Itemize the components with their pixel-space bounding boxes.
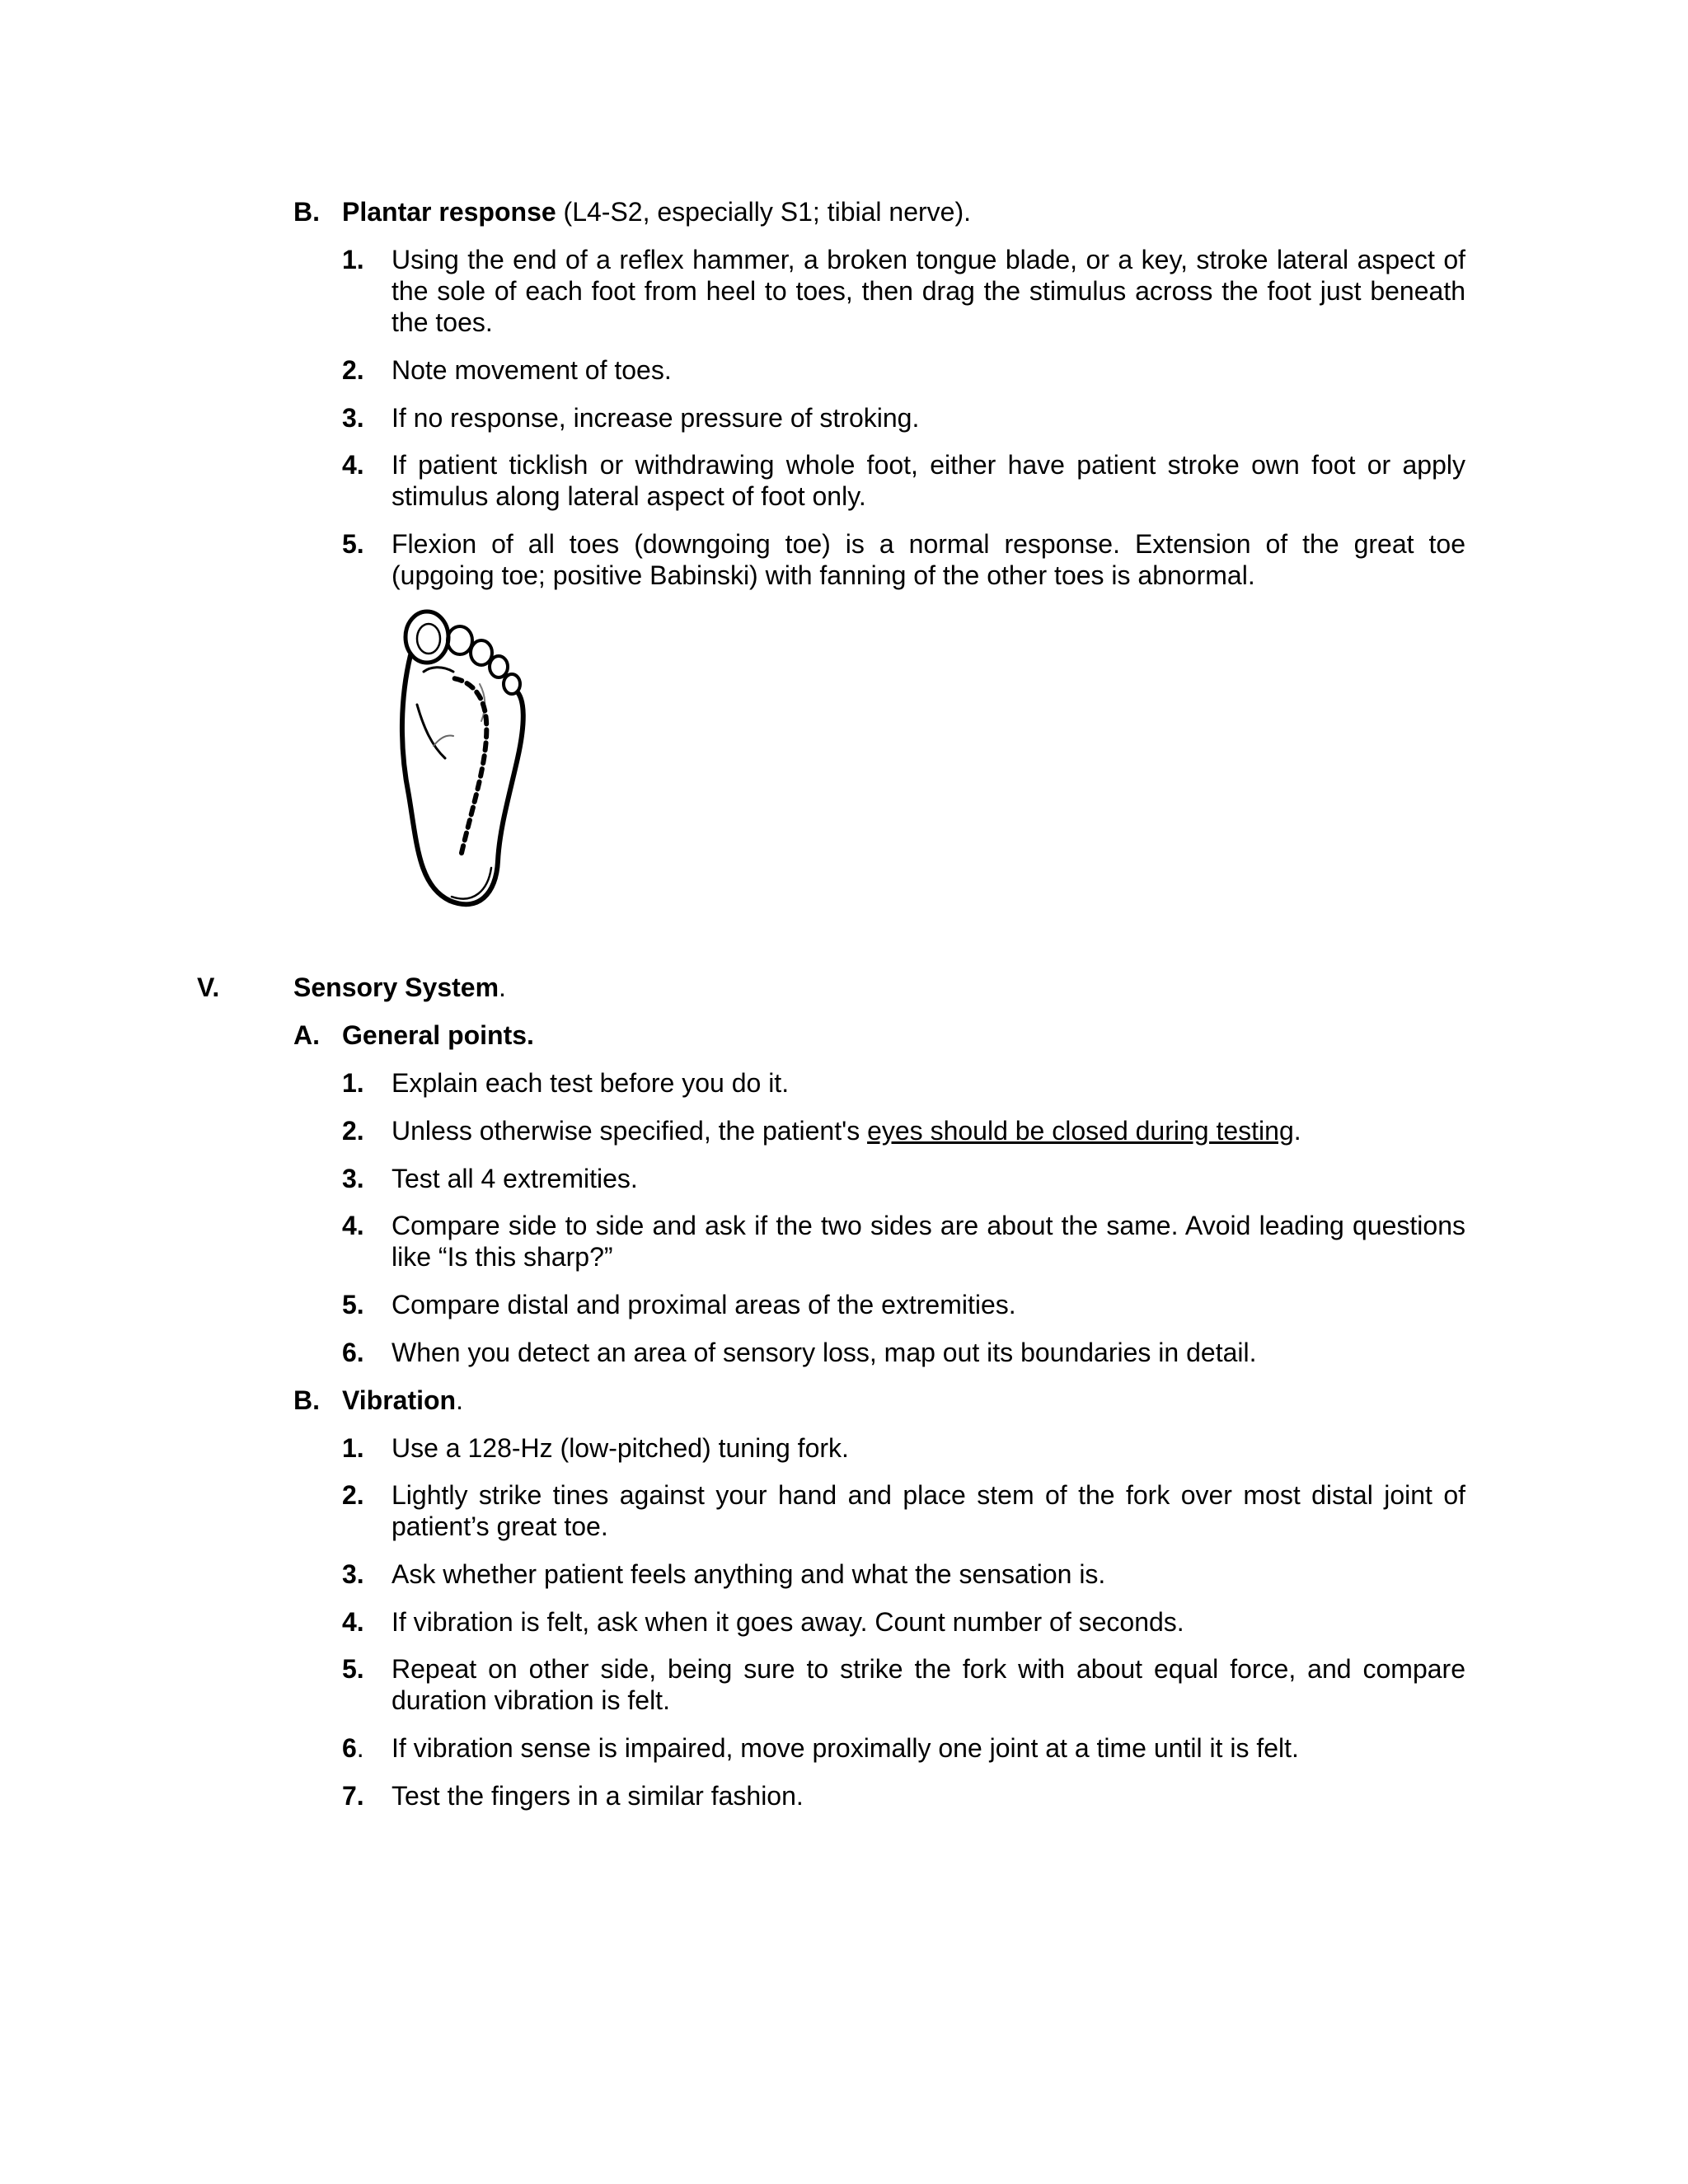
list-item-text: Explain each test before you do it. bbox=[392, 1068, 790, 1098]
list-item-number: 5. bbox=[342, 1654, 364, 1684]
vibration-title: Vibration bbox=[342, 1385, 457, 1415]
list-item-text: Lightly strike tines against your hand and place stem of the fork over most distal joint of patient’s great toe. bbox=[392, 1480, 1465, 1541]
list-item-number: 4. bbox=[342, 450, 364, 480]
section-b2-label: B. bbox=[293, 1385, 320, 1415]
list-item-text: Use a 128-Hz (low-pitched) tuning fork. bbox=[392, 1433, 849, 1463]
list-item-number: 4. bbox=[342, 1211, 364, 1240]
list-item-text: Using the end of a reflex hammer, a broken tongue blade, or a key, stroke lateral aspect of the sole of each foot from heel to toes, then drag the stimulus across the foot just beneath the toes. bbox=[392, 245, 1465, 337]
list-item-number: 2. bbox=[342, 1116, 364, 1146]
list-item-text bbox=[392, 1115, 1301, 1146]
list-item-text: If vibration is felt, ask when it goes away. Count number of seconds. bbox=[392, 1607, 1184, 1637]
list-item-text: Note movement of toes. bbox=[392, 355, 672, 385]
section-v-label: V. bbox=[197, 972, 220, 1002]
list-item-number: 1. bbox=[342, 245, 364, 274]
sensory-heading bbox=[293, 972, 506, 1003]
list-item-number: 1. bbox=[342, 1068, 364, 1098]
section-a-label: A. bbox=[293, 1020, 320, 1050]
sensory-title: Sensory System bbox=[293, 972, 499, 1002]
list-item-text: If vibration sense is impaired, move proximally one joint at a time until it is felt. bbox=[392, 1733, 1299, 1763]
section-b-label: B. bbox=[293, 197, 320, 227]
list-item-number: 2. bbox=[342, 355, 364, 385]
foot-sole-illustration bbox=[394, 606, 542, 911]
list-item-number: 5. bbox=[342, 529, 364, 559]
plantar-heading bbox=[342, 196, 971, 227]
list-item-text: Repeat on other side, being sure to strike the fork with about equal force, and compare duration vibration is felt. bbox=[392, 1654, 1465, 1715]
list-item-number: 1. bbox=[342, 1433, 364, 1463]
general-title: General points. bbox=[342, 1020, 534, 1050]
list-item-number: 6. bbox=[342, 1733, 364, 1763]
text-after: . bbox=[1293, 1116, 1301, 1146]
list-item-number: 4. bbox=[342, 1607, 364, 1637]
vibration-heading bbox=[342, 1385, 463, 1416]
vibration-period: . bbox=[456, 1385, 463, 1415]
list-item-number: 5. bbox=[342, 1290, 364, 1319]
list-item-text: Test the fingers in a similar fashion. bbox=[392, 1781, 804, 1811]
list-item-text: Flexion of all toes (downgoing toe) is a normal response. Extension of the great toe (upgoing toe; positive Babinski) with fanning of the other toes is abnormal. bbox=[392, 529, 1465, 590]
list-item-text: If patient ticklish or withdrawing whole foot, either have patient stroke own foot or apply stimulus along lateral aspect of foot only. bbox=[392, 450, 1465, 511]
list-item-text: When you detect an area of sensory loss, map out its boundaries in detail. bbox=[392, 1338, 1257, 1367]
list-item-number: 6. bbox=[342, 1338, 364, 1367]
underlined-emphasis: eyes should be closed during testing bbox=[867, 1116, 1294, 1146]
plantar-subtitle: (L4-S2, especially S1; tibial nerve). bbox=[556, 197, 971, 227]
list-item-number: 3. bbox=[342, 403, 364, 433]
sensory-period: . bbox=[499, 972, 506, 1002]
list-item-text: Ask whether patient feels anything and what the sensation is. bbox=[392, 1559, 1106, 1589]
plantar-title: Plantar response bbox=[342, 197, 556, 227]
list-item-text: If no response, increase pressure of stroking. bbox=[392, 403, 920, 433]
list-item-text: Test all 4 extremities. bbox=[392, 1164, 638, 1193]
text-before: Unless otherwise specified, the patient's bbox=[392, 1116, 868, 1146]
list-item-number: 7. bbox=[342, 1781, 364, 1811]
list-item-number: 3. bbox=[342, 1164, 364, 1193]
list-item-number: 3. bbox=[342, 1559, 364, 1589]
list-item-text: Compare side to side and ask if the two sides are about the same. Avoid leading questions like “Is this sharp?” bbox=[392, 1211, 1465, 1272]
list-item-number: 2. bbox=[342, 1480, 364, 1510]
list-item-text: Compare distal and proximal areas of the extremities. bbox=[392, 1290, 1016, 1319]
